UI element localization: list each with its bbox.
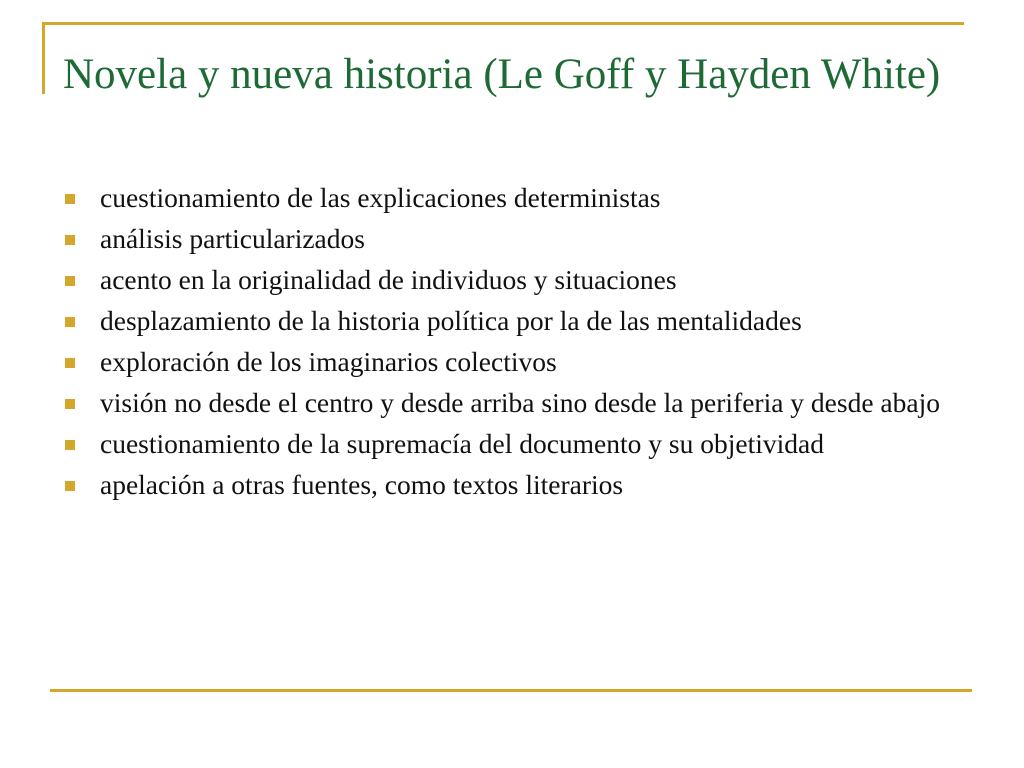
square-bullet-icon <box>65 358 75 368</box>
bottom-rule <box>50 689 972 692</box>
square-bullet-icon <box>65 194 75 204</box>
square-bullet-icon <box>65 481 75 491</box>
bullet-text: cuestionamiento de las explicaciones deterministas <box>100 182 661 213</box>
bullet-text: apelación a otras fuentes, como textos literarios <box>100 469 624 500</box>
bullet-text: cuestionamiento de la supremacía del documento y su objetividad <box>100 428 824 459</box>
bullet-list <box>63 181 963 509</box>
list-item <box>63 345 963 379</box>
bullet-text: acento en la originalidad de individuos y situaciones <box>100 264 677 295</box>
list-item <box>63 468 963 502</box>
slide-title: Novela y nueva historia (Le Goff y Hayden White) <box>63 51 941 98</box>
bullet-text: visión no desde el centro y desde arriba sino desde la periferia y desde abajo <box>100 387 940 418</box>
square-bullet-icon <box>65 317 75 327</box>
list-item <box>63 181 963 215</box>
left-rule <box>42 22 45 94</box>
square-bullet-icon <box>65 399 75 409</box>
square-bullet-icon <box>65 276 75 286</box>
list-item <box>63 222 963 256</box>
list-item <box>63 427 963 461</box>
top-rule <box>42 22 964 25</box>
bullet-text: análisis particularizados <box>100 223 365 254</box>
square-bullet-icon <box>65 440 75 450</box>
bullet-text: desplazamiento de la historia política por la de las mentalidades <box>100 305 802 336</box>
square-bullet-icon <box>65 235 75 245</box>
list-item <box>63 263 963 297</box>
bullet-text: exploración de los imaginarios colectivos <box>100 346 557 377</box>
list-item <box>63 386 963 420</box>
list-item <box>63 304 963 338</box>
